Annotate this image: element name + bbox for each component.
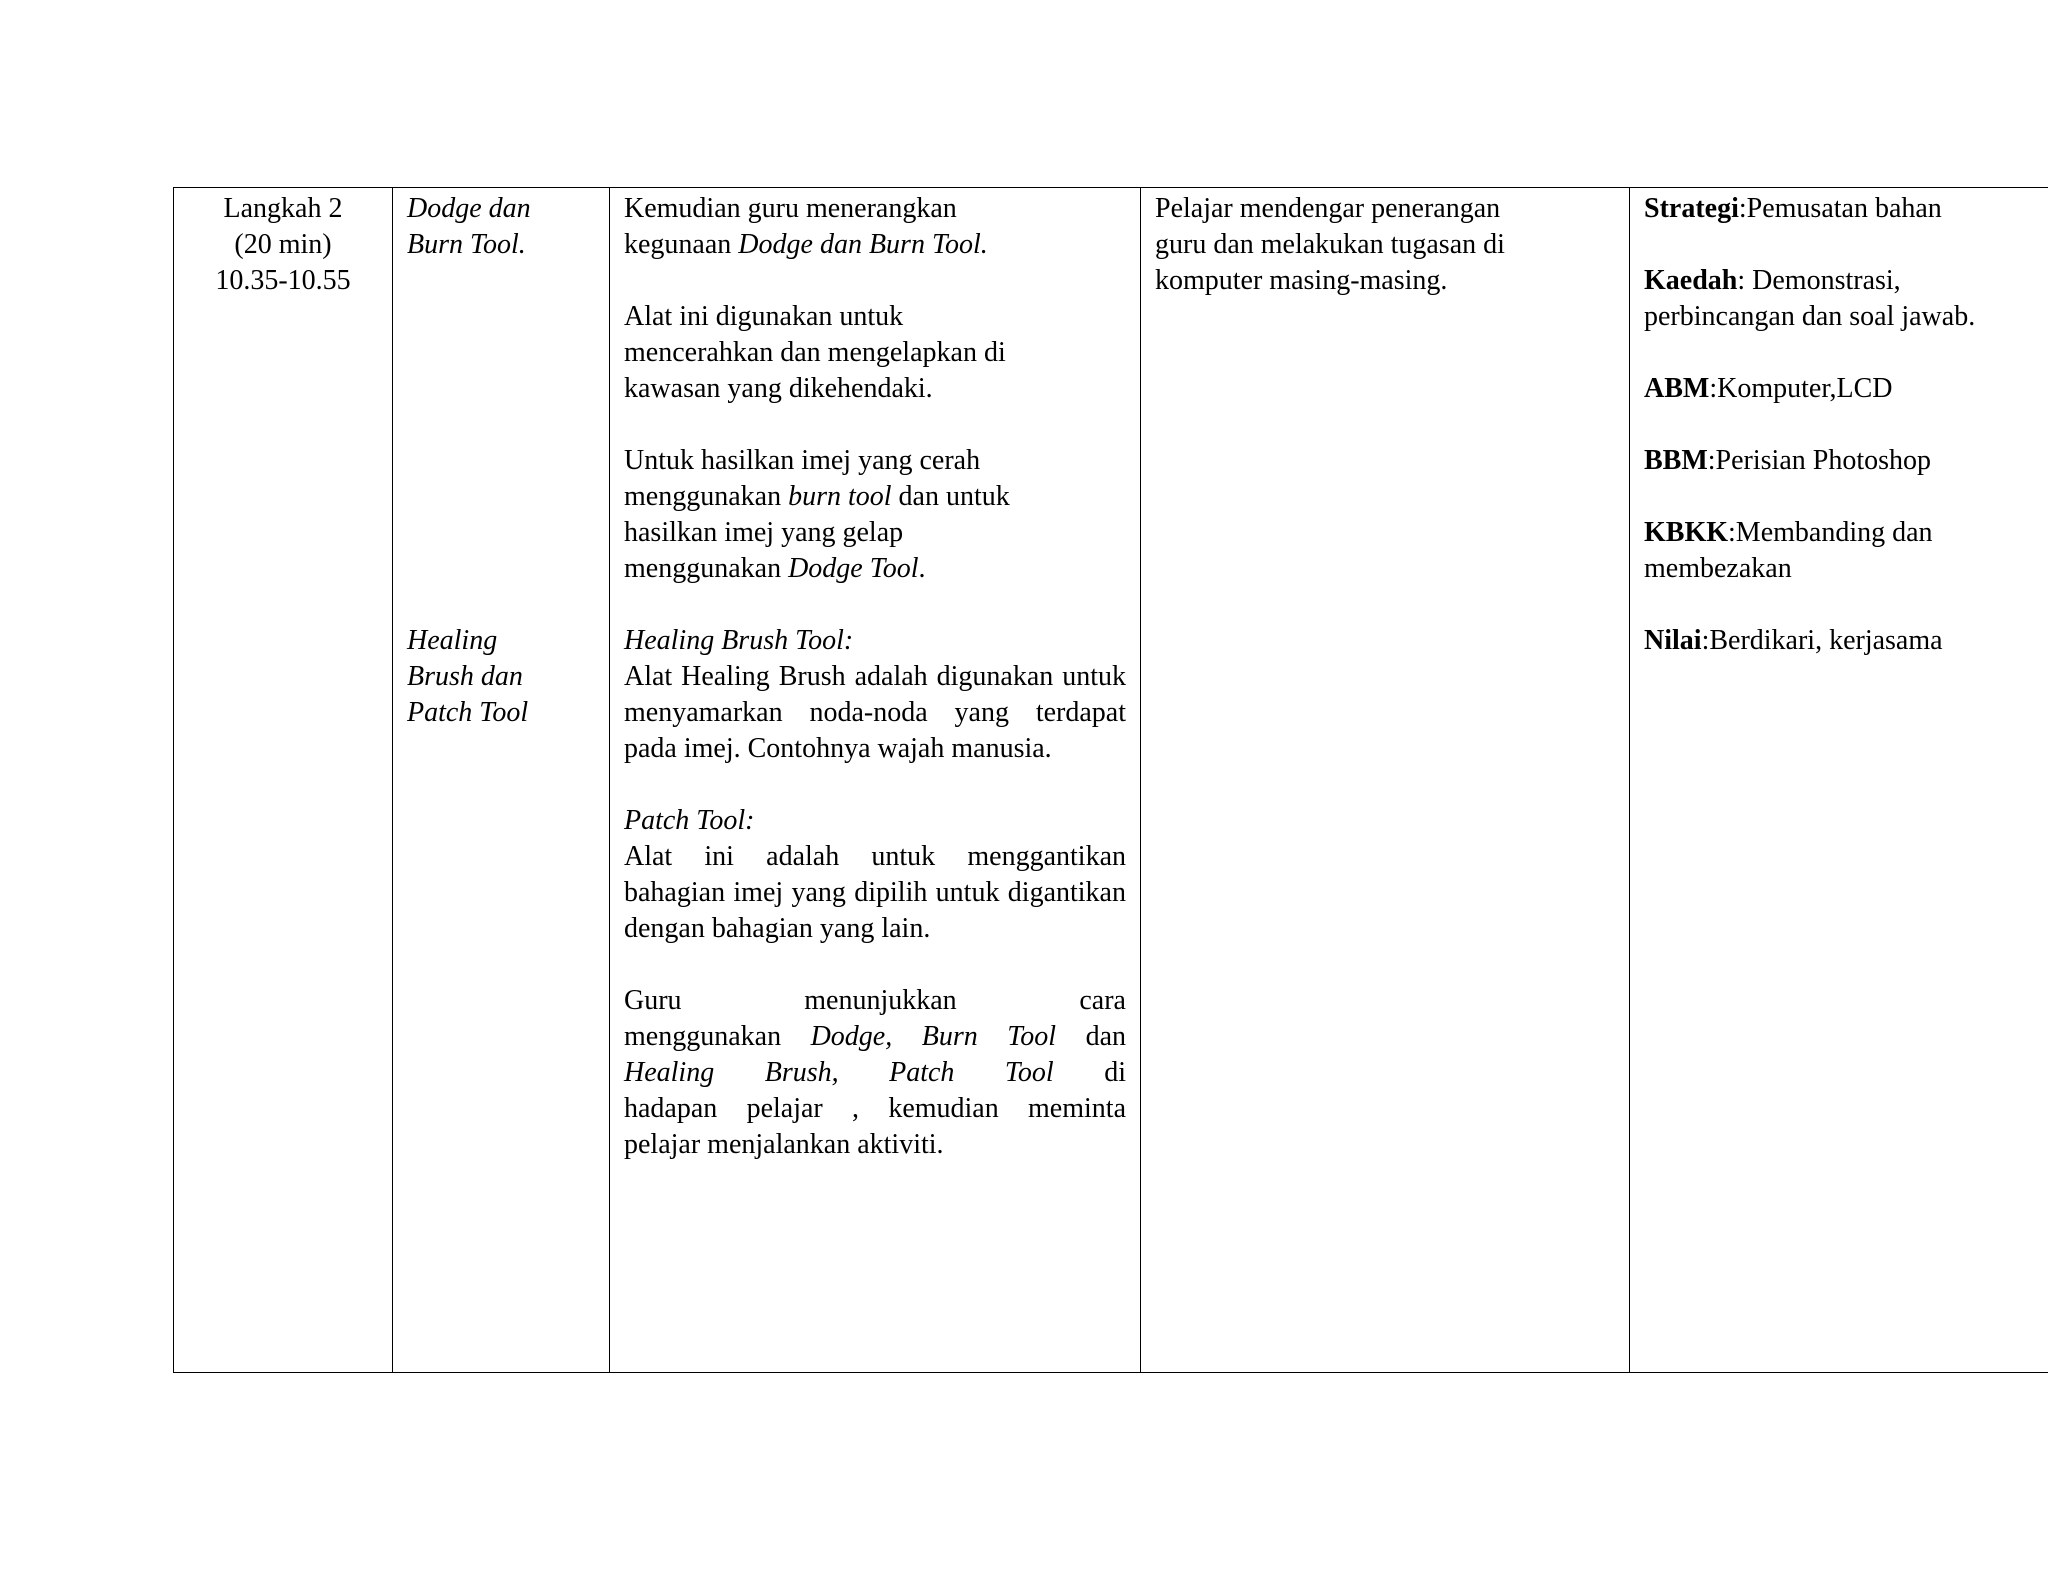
healing-brush-heading: Healing Brush Tool: bbox=[624, 625, 854, 656]
topic-dodge-burn-line2: Burn Tool. bbox=[407, 229, 526, 260]
kbkk-note: KBKK:Membanding dan bbox=[1644, 517, 1933, 548]
topic-healing-patch-line2: Brush dan bbox=[407, 661, 523, 692]
healing-brush-description: Alat Healing Brush adalah digunakan untuk menyamarkan noda-noda yang terdapat pada imej. Contohnya wajah manusia. bbox=[624, 661, 1126, 764]
student-text-line: komputer masing-masing. bbox=[1155, 265, 1448, 296]
student-text-line: Pelajar mendengar penerangan bbox=[1155, 193, 1501, 224]
teacher-text-line: Alat ini digunakan untuk bbox=[624, 301, 904, 332]
nilai-note: Nilai:Berdikari, kerjasama bbox=[1644, 625, 1943, 656]
lesson-plan-table bbox=[173, 187, 2048, 1373]
student-activity-cell bbox=[1141, 188, 1630, 1373]
teacher-demo-line: hadapan pelajar , kemudian meminta bbox=[624, 1093, 1126, 1124]
teacher-demo-line: Healing Brush, Patch Tool di bbox=[624, 1057, 1127, 1088]
teacher-demo-line: pelajar menjalankan aktiviti. bbox=[624, 1129, 944, 1160]
kbkk-note-cont: membezakan bbox=[1644, 553, 1792, 584]
topic-healing-patch-line3: Patch Tool bbox=[407, 697, 529, 728]
teacher-text-line: Untuk hasilkan imej yang cerah bbox=[624, 445, 981, 476]
topic-healing-patch-line1: Healing bbox=[407, 625, 498, 656]
step-label: Langkah 2 bbox=[223, 193, 343, 224]
student-text-line: guru dan melakukan tugasan di bbox=[1155, 229, 1505, 260]
teacher-text-line: menggunakan Dodge Tool. bbox=[624, 553, 926, 584]
teacher-activity-cell bbox=[610, 188, 1141, 1373]
teacher-demo-line: menggunakan Dodge, Burn Tool dan bbox=[624, 1021, 1126, 1052]
topic-cell bbox=[393, 188, 610, 1373]
patch-tool-heading: Patch Tool: bbox=[624, 805, 755, 836]
step-time-cell bbox=[174, 188, 393, 1373]
teacher-text-line: kawasan yang dikehendaki. bbox=[624, 373, 933, 404]
teacher-text-line: mencerahkan dan mengelapkan di bbox=[624, 337, 1006, 368]
abm-note: ABM:Komputer,LCD bbox=[1644, 373, 1893, 404]
teacher-text-line: kegunaan Dodge dan Burn Tool. bbox=[624, 229, 988, 260]
step-time-range: 10.35-10.55 bbox=[215, 265, 351, 296]
teacher-text-line: menggunakan burn tool dan untuk bbox=[624, 481, 1010, 512]
step-duration: (20 min) bbox=[234, 229, 332, 260]
kaedah-note: Kaedah: Demonstrasi, bbox=[1644, 265, 1901, 296]
patch-tool-description: Alat ini adalah untuk menggantikan bahagian imej yang dipilih untuk digantikan dengan bahagian yang lain. bbox=[624, 841, 1126, 944]
teacher-text-line: Kemudian guru menerangkan bbox=[624, 193, 957, 224]
bbm-note: BBM:Perisian Photoshop bbox=[1644, 445, 1932, 476]
teacher-text-line: hasilkan imej yang gelap bbox=[624, 517, 904, 548]
topic-dodge-burn-line1: Dodge dan bbox=[407, 193, 531, 224]
table-row bbox=[174, 188, 2048, 1373]
strategi-note: Strategi:Pemusatan bahan bbox=[1644, 193, 1942, 224]
notes-cell bbox=[1630, 188, 2048, 1373]
teacher-demo-line: Guru menunjukkan cara bbox=[624, 985, 1126, 1016]
kaedah-note-cont: perbincangan dan soal jawab. bbox=[1644, 301, 1976, 332]
